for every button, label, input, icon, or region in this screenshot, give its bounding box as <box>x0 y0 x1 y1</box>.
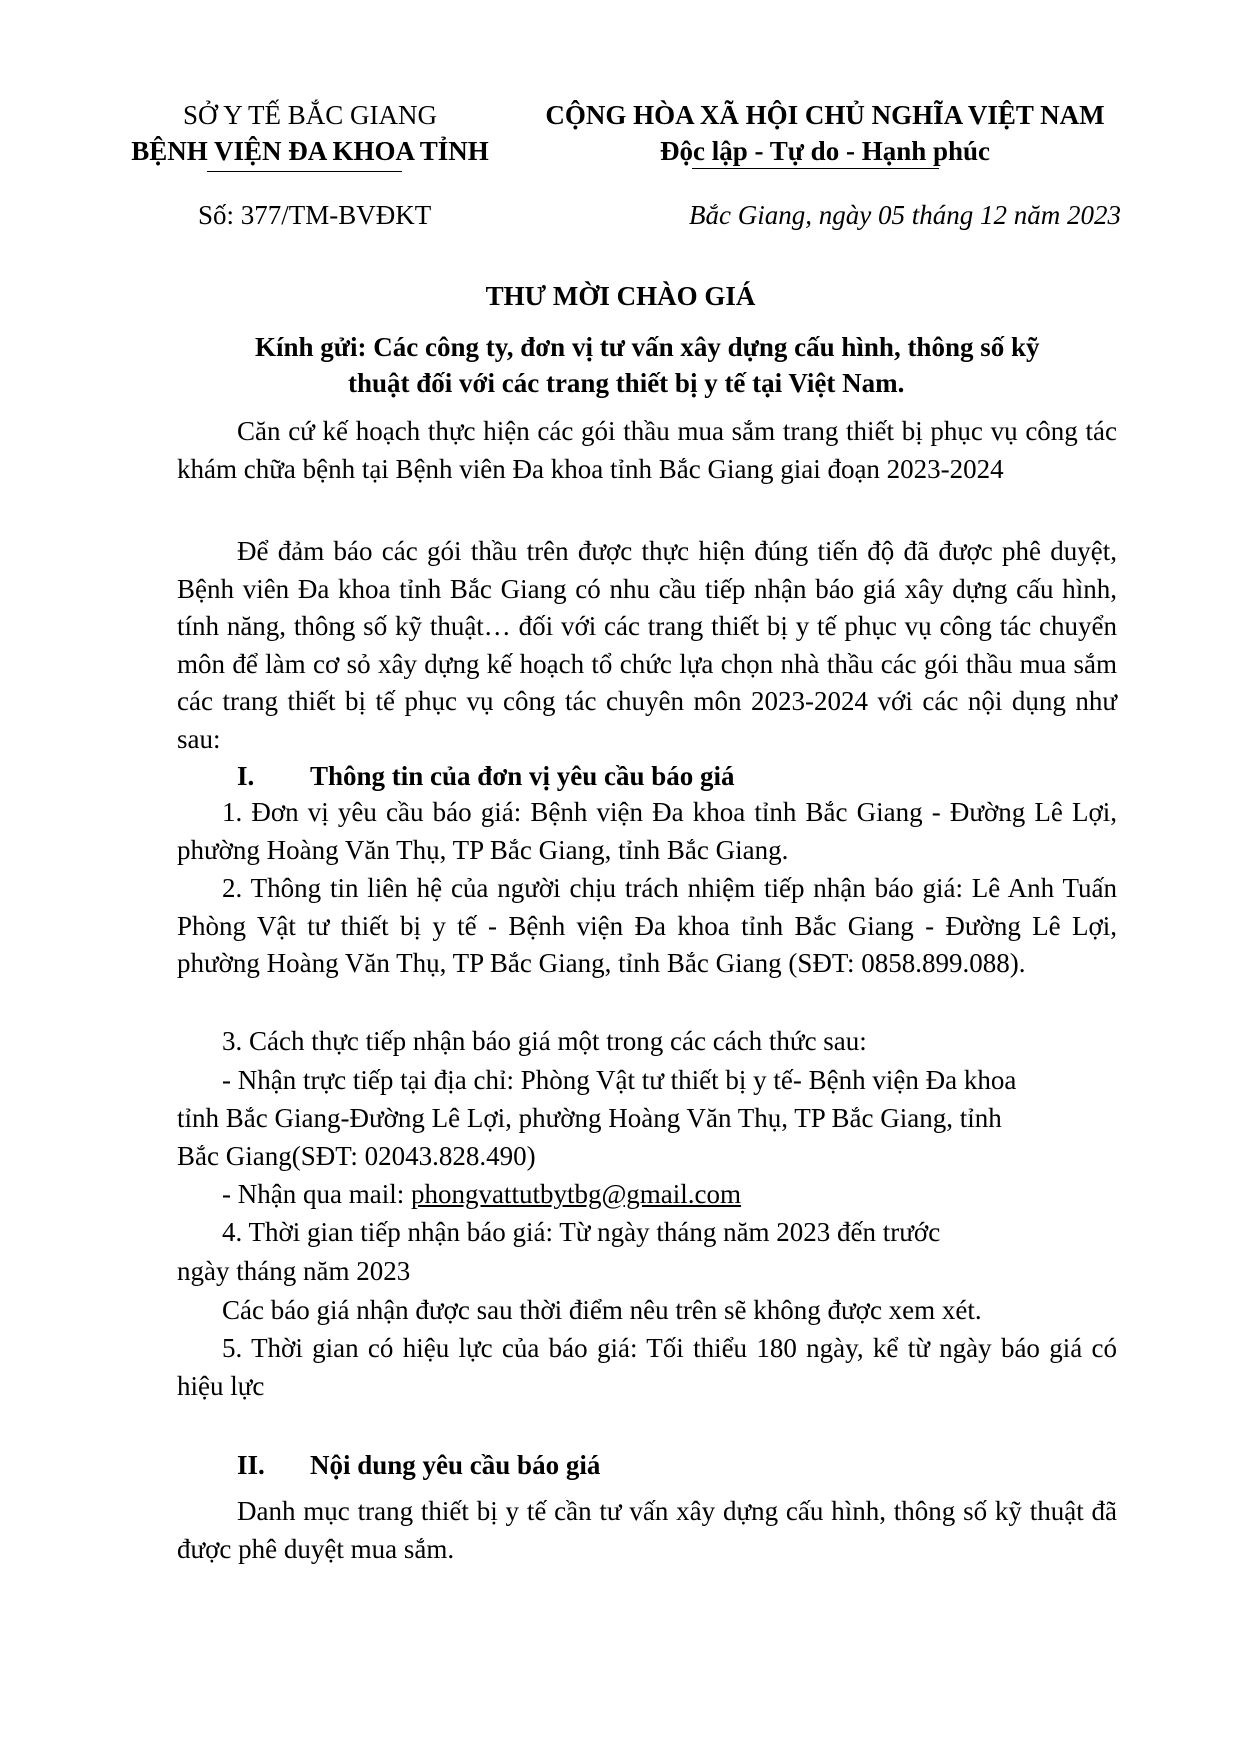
section-1-number: I. <box>237 761 255 791</box>
section-1-heading: Thông tin của đơn vị yêu cầu báo giá <box>310 761 735 791</box>
section-1-item-4-line-1: 4. Thời gian tiếp nhận báo giá: Từ ngày tháng năm 2023 đến trước <box>222 1217 941 1247</box>
org-name: BỆNH VIỆN ĐA KHOA TỈNH <box>131 136 489 166</box>
section-1-item-5: 5. Thời gian có hiệu lực của báo giá: Tối thiểu 180 ngày, kể từ ngày báo giá có hiệu lực <box>177 1333 1117 1401</box>
place-date: Bắc Giang, ngày 05 tháng 12 năm 2023 <box>689 200 1121 230</box>
section-1-item-3a-line-3: Bắc Giang(SĐT: 02043.828.490) <box>177 1141 536 1171</box>
country-name: CỘNG HÒA XÃ HỘI CHỦ NGHĨA VIỆT NAM <box>545 100 1105 130</box>
section-1-item-2: 2. Thông tin liên hệ của người chịu trách nhiệm tiếp nhận báo giá: Lê Anh Tuấn Phòng Vật tư thiết bị y tế - Bệnh viện Đa khoa tỉnh Bắc Giang - Đường Lê Lợi, phường Hoàng Văn Thụ, TP Bắc Giang, tỉnh Bắc Giang (SĐT: 0858.899.088). <box>177 873 1117 978</box>
document-title: THƯ MỜI CHÀO GIÁ <box>485 281 756 311</box>
section-1-item-4-line-2: ngày tháng năm 2023 <box>177 1256 411 1286</box>
section-1-item-3a-line-1: - Nhận trực tiếp tại địa chỉ: Phòng Vật tư thiết bị y tế- Bệnh viện Đa khoa <box>222 1065 1017 1095</box>
section-2-heading: Nội dung yêu cầu báo giá <box>310 1450 601 1480</box>
motto-underline <box>692 168 939 169</box>
intro-paragraph-1: Căn cứ kế hoạch thực hiện các gói thầu mua sắm trang thiết bị phục vụ công tác khám chữa bệnh tại Bệnh viên Đa khoa tỉnh Bắc Giang giai đoạn 2023-2024 <box>177 416 1117 484</box>
section-1-item-3b <box>222 1175 741 1213</box>
motto: Độc lập - Tự do - Hạnh phúc <box>659 136 991 166</box>
section-2-body: Danh mục trang thiết bị y tế cần tư vấn xây dựng cấu hình, thông số kỹ thuật đã được phê duyệt mua sắm. <box>177 1496 1117 1564</box>
section-2-number: II. <box>237 1450 265 1480</box>
org-parent: SỞ Y TẾ BẮC GIANG <box>182 100 437 130</box>
section-1-item-1: 1. Đơn vị yêu cầu báo giá: Bệnh viện Đa khoa tỉnh Bắc Giang - Đường Lê Lợi, phường Hoàng Văn Thụ, TP Bắc Giang, tỉnh Bắc Giang. <box>177 797 1117 865</box>
email-link[interactable]: phongvattutbytbg@gmail.com <box>410 1179 742 1209</box>
mail-label: - Nhận qua mail: <box>222 1179 411 1209</box>
recipient-line-1: Kính gửi: Các công ty, đơn vị tư vấn xây dựng cấu hình, thông số kỹ <box>255 332 1040 362</box>
intro-paragraph-2: Để đảm báo các gói thầu trên được thực hiện đúng tiến độ đã được phê duyệt, Bệnh viên Đa khoa tỉnh Bắc Giang có nhu cầu tiếp nhận báo giá xây dựng cấu hình, tính năng, thông số kỹ thuật… đối với các trang thiết bị y tế phục vụ công tác chuyển môn để làm cơ sỏ xây dựng kế hoạch tổ chức lựa chọn nhà thầu các gói thầu mua sắm các trang thiết bị tế phục vụ công tác chuyên môn 2023-2024 với các nội dụng như sau: <box>177 536 1117 754</box>
section-1-item-3: 3. Cách thực tiếp nhận báo giá một trong các cách thức sau: <box>222 1026 867 1056</box>
section-1-item-3a-line-2: tỉnh Bắc Giang-Đường Lê Lợi, phường Hoàng Văn Thụ, TP Bắc Giang, tỉnh <box>177 1103 1002 1133</box>
document-number: Số: 377/TM-BVĐKT <box>198 200 432 230</box>
org-underline <box>207 171 402 172</box>
section-1-note: Các báo giá nhận được sau thời điểm nêu trên sẽ không được xem xét. <box>222 1295 982 1325</box>
recipient-line-2: thuật đối với các trang thiết bị y tế tại Việt Nam. <box>348 368 905 398</box>
